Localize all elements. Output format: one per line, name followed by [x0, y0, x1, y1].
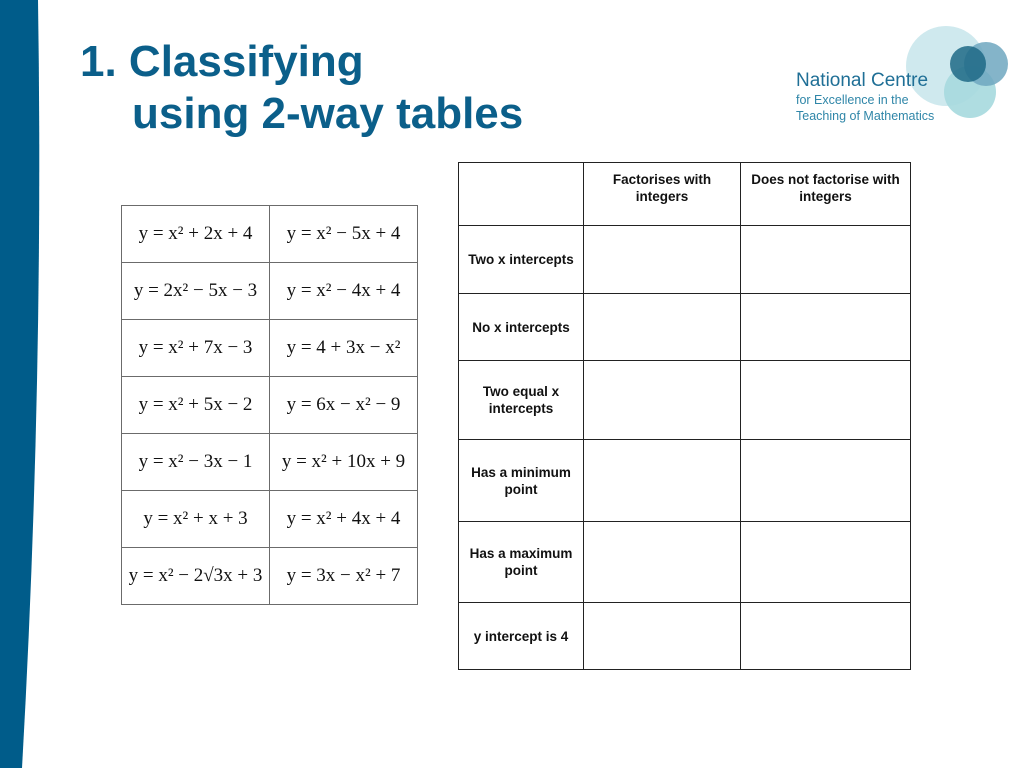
logo-org-name: National Centre: [796, 70, 929, 91]
classification-table: [458, 162, 911, 670]
equation-cell: y = x² − 4x + 4: [270, 263, 418, 320]
column-header: Does not factorise with integers: [741, 163, 911, 226]
equation-cell: y = 2x² − 5x − 3: [122, 263, 270, 320]
equation-cell: y = 3x − x² + 7: [270, 548, 418, 605]
left-decorative-band: [0, 0, 60, 768]
empty-answer-cell: [584, 226, 741, 294]
classification-row: [459, 361, 911, 440]
equation-cell: y = 6x − x² − 9: [270, 377, 418, 434]
empty-answer-cell: [584, 603, 741, 670]
equation-row: [122, 548, 418, 605]
equation-cell: y = 4 + 3x − x²: [270, 320, 418, 377]
equation-row: [122, 263, 418, 320]
equation-row: [122, 206, 418, 263]
empty-answer-cell: [741, 294, 911, 361]
equation-cell: y = x² − 5x + 4: [270, 206, 418, 263]
equation-cell: y = x² − 2√3x + 3: [122, 548, 270, 605]
equations-table: [121, 205, 418, 605]
slide-title: [80, 36, 523, 140]
ncetm-logo: [790, 20, 1010, 130]
equation-cell: y = x² + x + 3: [122, 491, 270, 548]
title-line-2: using 2-way tables: [132, 89, 524, 138]
classification-header-row: [459, 163, 911, 226]
equation-cell: y = x² + 2x + 4: [122, 206, 270, 263]
row-header: y intercept is 4: [459, 603, 584, 670]
equation-row: [122, 377, 418, 434]
empty-answer-cell: [584, 440, 741, 522]
classification-row: [459, 294, 911, 361]
equation-cell: y = x² + 4x + 4: [270, 491, 418, 548]
empty-answer-cell: [741, 226, 911, 294]
logo-text: [796, 70, 934, 124]
empty-answer-cell: [741, 361, 911, 440]
empty-answer-cell: [741, 522, 911, 603]
empty-answer-cell: [741, 440, 911, 522]
column-header: Factorises with integers: [584, 163, 741, 226]
equation-cell: y = x² − 3x − 1: [122, 434, 270, 491]
equation-cell: y = x² + 7x − 3: [122, 320, 270, 377]
row-header: Two equal x intercepts: [459, 361, 584, 440]
classification-row: [459, 226, 911, 294]
equation-cell: y = x² + 10x + 9: [270, 434, 418, 491]
equation-cell: y = x² + 5x − 2: [122, 377, 270, 434]
classification-row: [459, 522, 911, 603]
logo-line-3: Teaching of Mathematics: [796, 109, 935, 123]
row-header: Has a minimum point: [459, 440, 584, 522]
column-header: [459, 163, 584, 226]
logo-line-2: for Excellence in the: [796, 93, 909, 107]
title-line-1: 1. Classifying: [80, 37, 364, 86]
empty-answer-cell: [584, 361, 741, 440]
classification-row: [459, 603, 911, 670]
equation-row: [122, 320, 418, 377]
row-header: Two x intercepts: [459, 226, 584, 294]
equation-row: [122, 491, 418, 548]
empty-answer-cell: [584, 294, 741, 361]
classification-row: [459, 440, 911, 522]
empty-answer-cell: [741, 603, 911, 670]
row-header: No x intercepts: [459, 294, 584, 361]
empty-answer-cell: [584, 522, 741, 603]
row-header: Has a maximum point: [459, 522, 584, 603]
equation-row: [122, 434, 418, 491]
